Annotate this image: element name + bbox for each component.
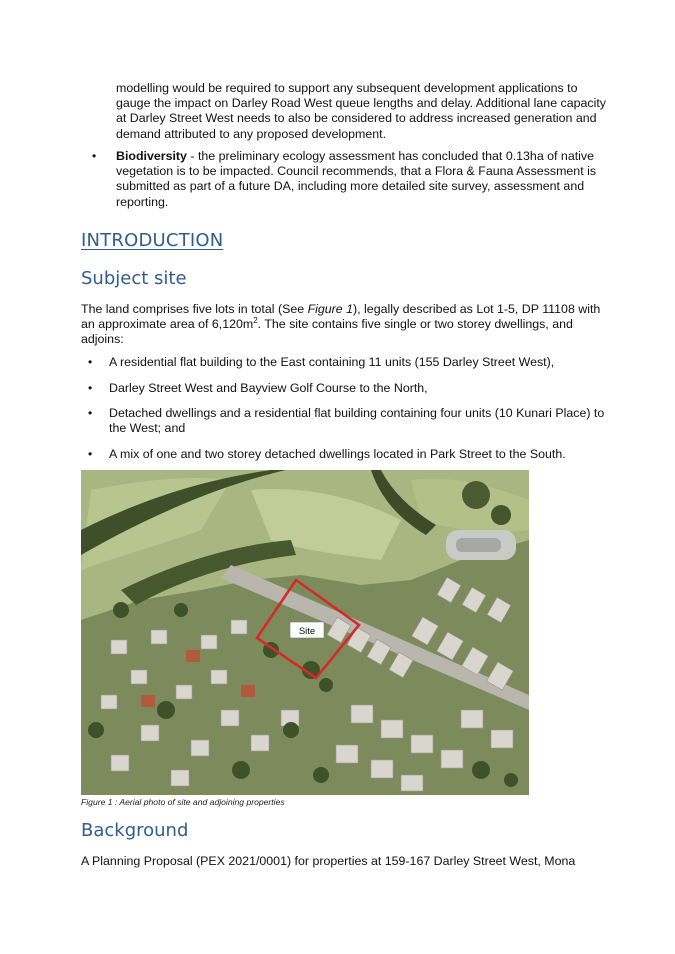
bullet-dot: • xyxy=(88,381,93,395)
biodiversity-bullet xyxy=(92,149,612,210)
list-item: • A mix of one and two storey detached dwellings located in Park Street to the South. xyxy=(88,447,566,461)
subject-site-heading: Subject site xyxy=(81,268,187,289)
background-heading: Background xyxy=(81,820,189,841)
list-item: • A residential flat building to the East containing 11 units (155 Darley Street West), xyxy=(88,355,555,369)
subject-site-paragraph: The land comprises five lots in total (See Figure 1), legally described as Lot 1-5, DP 11108 with an approximate area of $6,120m^2$. The site contains five single or two storey dwellings, and adjoins: xyxy=(81,302,601,347)
biodiversity-text: - the preliminary ecology assessment has concluded that 0.13ha of native vegetation is to be impacted. Council recommends, that a Flora & Fauna Assessment is submitted as part of a future DA, including more detailed site survey, assessment and reporting. xyxy=(116,149,597,209)
list-item: • Darley Street West and Bayview Golf Course to the North, xyxy=(88,381,428,395)
background-paragraph: A Planning Proposal (PEX 2021/0001) for properties at 159-167 Darley Street West, Mona xyxy=(81,854,576,868)
continued-paragraph: modelling would be required to support any subsequent development applications to gauge the impact on Darley Road West queue lengths and delay. Additional lane capacity at Darley Street West needs to also be considered to address increased generation and demand attributed to any proposed development. xyxy=(116,81,606,141)
bullet-dot: • xyxy=(88,447,93,461)
figure-caption: Figure 1 : Aerial photo of site and adjoining properties xyxy=(81,797,285,807)
aerial-photo xyxy=(81,470,529,795)
introduction-heading: INTRODUCTION xyxy=(81,230,224,251)
bullet-dot: • xyxy=(88,355,93,369)
aerial-photo-graphic xyxy=(81,470,529,795)
figure-reference: Figure 1 xyxy=(307,302,354,316)
bullet-dot: • xyxy=(88,406,93,420)
bullet-dot: • xyxy=(92,149,97,163)
list-item: • Detached dwellings and a residential flat building containing four units (10 Kunari Place) to the West; and xyxy=(88,406,605,436)
biodiversity-term: Biodiversity xyxy=(116,149,187,163)
site-label: Site xyxy=(298,626,316,637)
